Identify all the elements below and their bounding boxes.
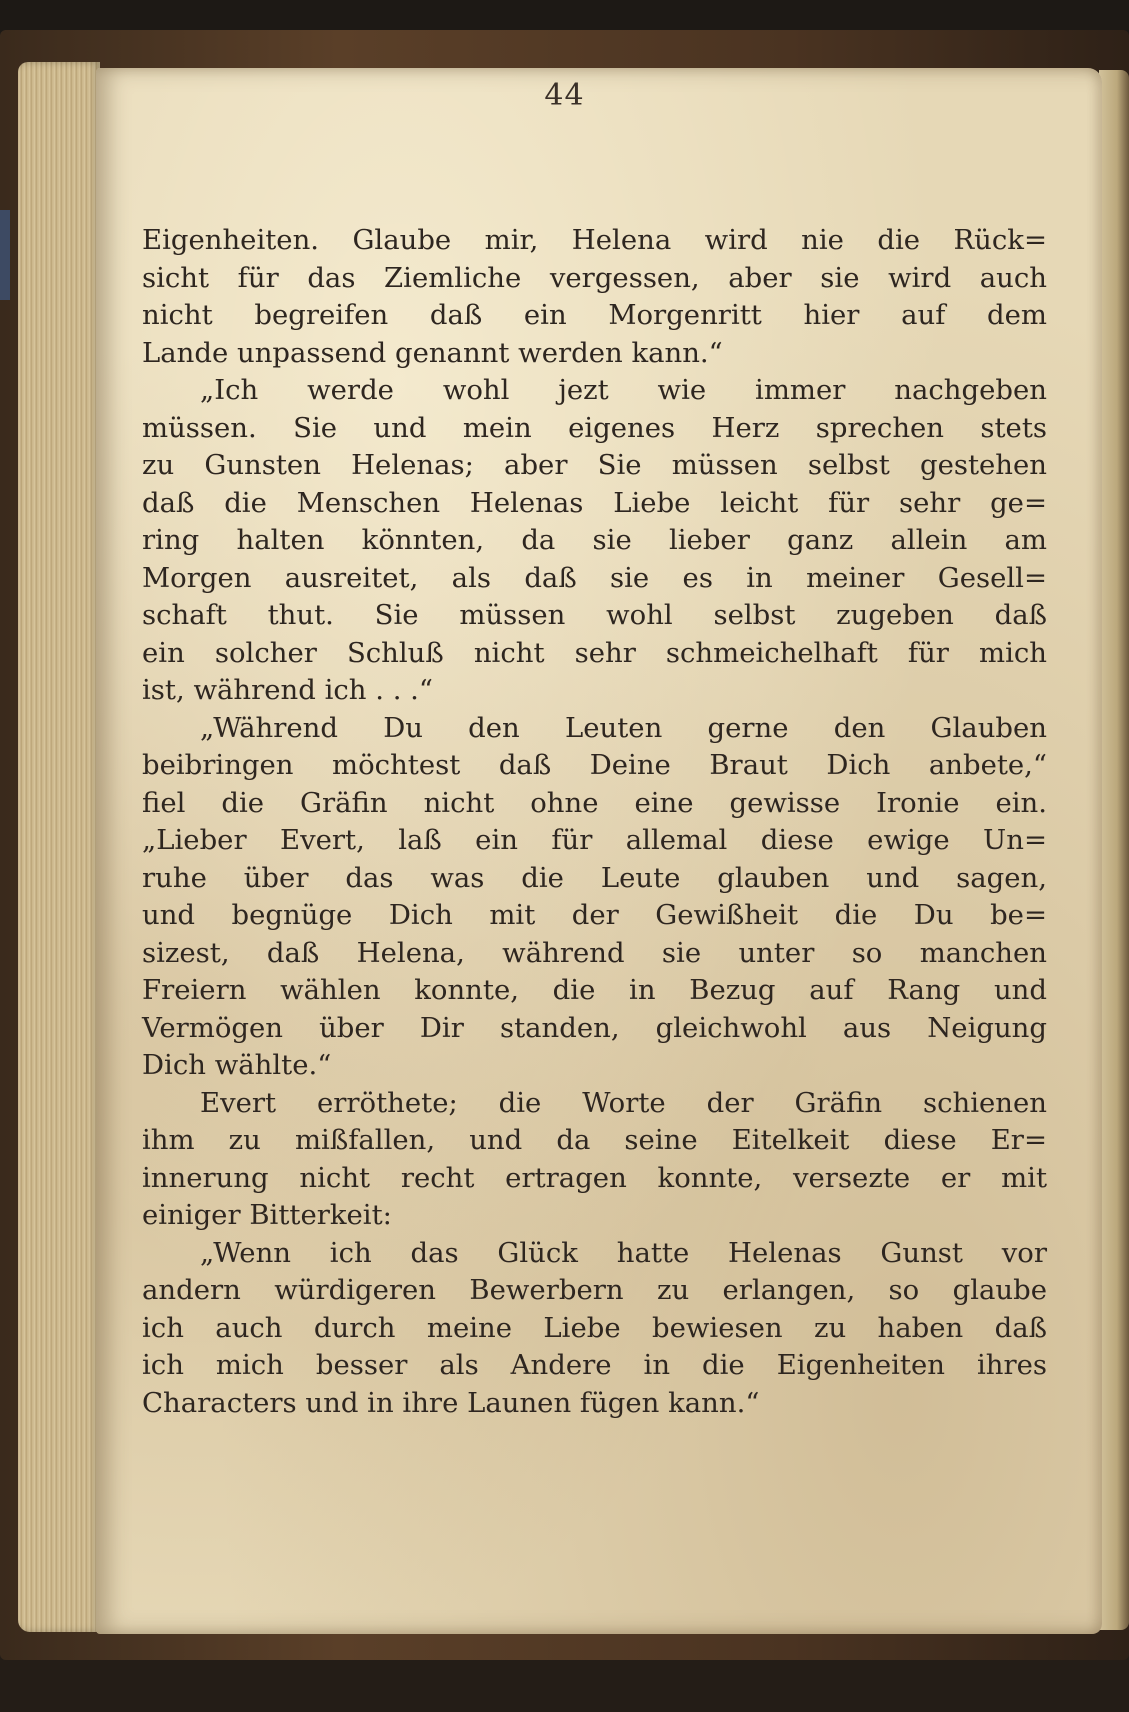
text-line: Lande unpassend genannt werden kann.“ bbox=[142, 336, 723, 369]
text-line: innerung nicht recht ertragen konnte, versezte er mit bbox=[142, 1161, 1047, 1194]
text-line: Eigenheiten. Glaube mir, Helena wird nie die Rück= bbox=[142, 224, 1047, 256]
text-line: ich mich besser als Andere in die Eigenheiten ihres bbox=[142, 1349, 1047, 1381]
text-line: beibringen möchtest daß Deine Braut Dich anbete,“ bbox=[142, 749, 1047, 781]
text-line: ich auch durch meine Liebe bewiesen zu haben daß bbox=[142, 1311, 1047, 1344]
text-line: „Ich werde wohl jezt wie immer nachgeben bbox=[200, 374, 1047, 406]
text-line: „Wenn ich das Glück hatte Helenas Gunst vor bbox=[200, 1236, 1047, 1269]
text-line: Freiern wählen konnte, die in Bezug auf Rang und bbox=[142, 974, 1047, 1006]
text-line: schaft thut. Sie müssen wohl selbst zugeben daß bbox=[142, 599, 1047, 631]
right-page-edge bbox=[1099, 70, 1129, 1630]
text-line: Evert erröthete; die Worte der Gräfin schienen bbox=[200, 1086, 1047, 1119]
text-line: ist, während ich . . .“ bbox=[142, 674, 433, 706]
text-line: einiger Bitterkeit: bbox=[142, 1199, 392, 1231]
cover-fabric-strip bbox=[0, 210, 10, 300]
text-line: fiel die Gräfin nicht ohne eine gewisse Ironie ein. bbox=[142, 786, 1047, 819]
text-line: und begnüge Dich mit der Gewißheit die Du be= bbox=[142, 899, 1047, 931]
text-line: „Während Du den Leuten gerne den Glauben bbox=[200, 711, 1047, 744]
text-line: müssen. Sie und mein eigenes Herz sprechen stets bbox=[142, 411, 1047, 444]
page-number: 44 bbox=[544, 78, 585, 113]
body-text bbox=[142, 222, 1047, 1422]
text-line: Characters und in ihre Launen fügen kann.“ bbox=[142, 1386, 760, 1419]
text-line: Morgen ausreitet, als daß sie es in meiner Gesell= bbox=[142, 561, 1047, 594]
text-line: nicht begreifen daß ein Morgenritt hier auf dem bbox=[142, 299, 1047, 331]
page-edge-stack bbox=[18, 62, 100, 1632]
text-line: Dich wählte.“ bbox=[142, 1049, 332, 1081]
text-line: „Lieber Evert, laß ein für allemal diese ewige Un= bbox=[142, 824, 1047, 856]
text-line: ruhe über das was die Leute glauben und sagen, bbox=[142, 861, 1047, 894]
text-line: daß die Menschen Helenas Liebe leicht für sehr ge= bbox=[142, 486, 1047, 519]
text-line: zu Gunsten Helenas; aber Sie müssen selbst gestehen bbox=[142, 449, 1047, 481]
text-line: ein solcher Schluß nicht sehr schmeichelhaft für mich bbox=[142, 636, 1047, 669]
text-line: sizest, daß Helena, während sie unter so manchen bbox=[142, 936, 1047, 969]
text-line: ring halten könnten, da sie lieber ganz allein am bbox=[142, 524, 1047, 556]
text-line: ihm zu mißfallen, und da seine Eitelkeit diese Er= bbox=[142, 1124, 1047, 1156]
text-line: andern würdigeren Bewerbern zu erlangen, so glaube bbox=[142, 1274, 1047, 1306]
text-line: Vermögen über Dir standen, gleichwohl aus Neigung bbox=[142, 1011, 1047, 1044]
text-line: sicht für das Ziemliche vergessen, aber sie wird auch bbox=[142, 261, 1047, 294]
